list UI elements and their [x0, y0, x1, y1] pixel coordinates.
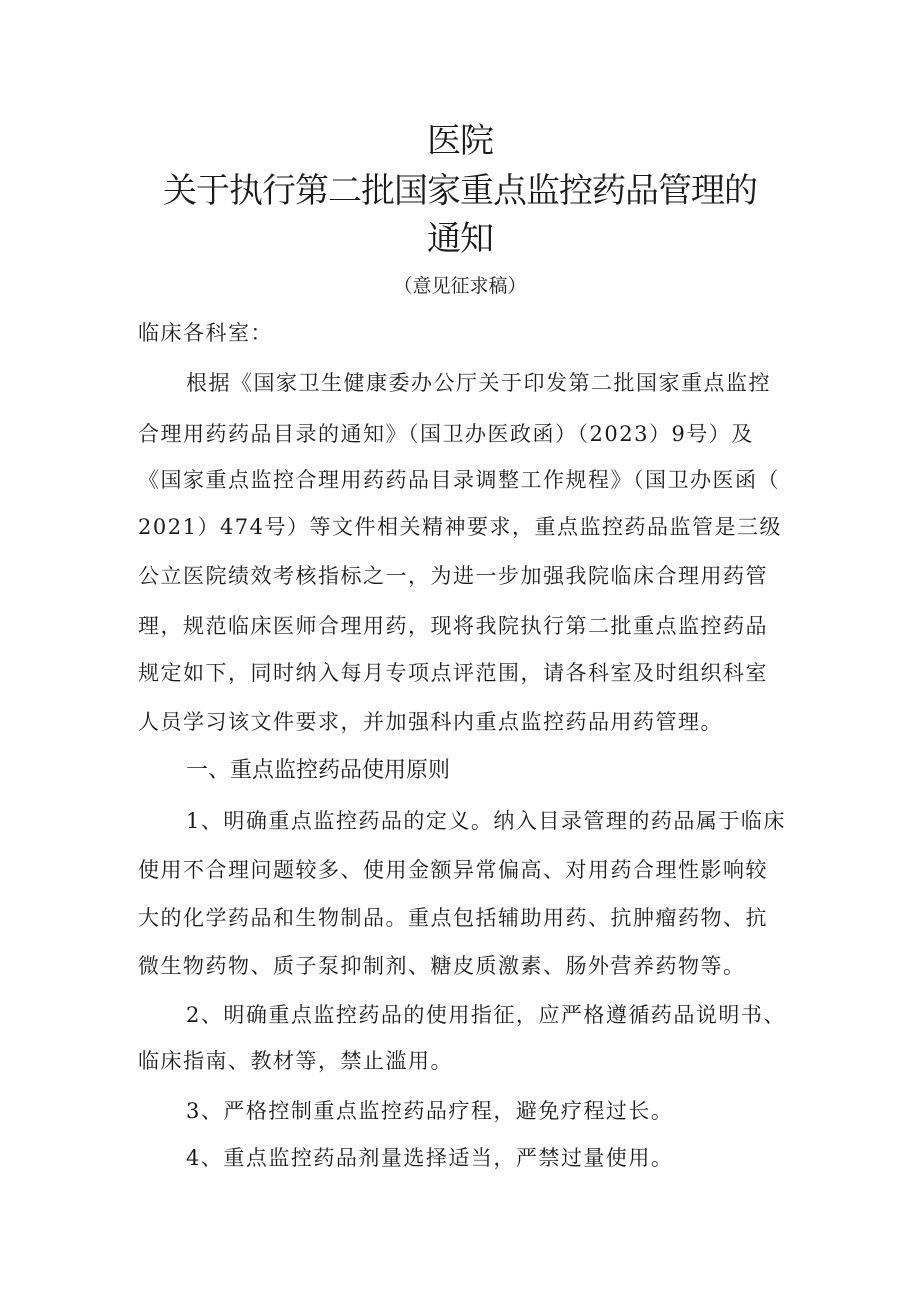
document-title-line-2: 关于执行第二批国家重点监控药品管理的: [163, 171, 757, 211]
section-heading: 一、重点监控药品使用原则: [186, 758, 451, 783]
principle-line: 使用不合理问题较多、使用金额异常偏高、对用药合理性影响较: [138, 858, 768, 882]
principle-line: 临床指南、教材等，禁止滥用。: [138, 1049, 453, 1073]
intro-line: 根据《国家卫生健康委办公厅关于印发第二批国家重点监控: [186, 371, 771, 395]
principle-item-3: 3、严格控制重点监控药品疗程，避免疗程过长。: [186, 1099, 674, 1123]
principle-line: 大的化学药品和生物制品。重点包括辅助用药、抗肿瘤药物、抗: [138, 906, 768, 930]
document-title-line-1: 医院: [427, 121, 493, 161]
intro-line: 公立医院绩效考核指标之一，为进一步加强我院临床合理用药管: [138, 564, 768, 588]
intro-line: 《国家重点监控合理用药药品目录调整工作规程》（国卫办医函（: [138, 468, 780, 492]
intro-line: 2021）474号）等文件相关精神要求，重点监控药品监管是三级: [138, 515, 783, 539]
principle-line: 2、明确重点监控药品的使用指征，应严格遵循药品说明书、: [186, 1003, 786, 1027]
principle-line: 1、明确重点监控药品的定义。纳入目录管理的药品属于临床: [186, 809, 786, 833]
intro-line: 合理用药药品目录的通知》（国卫办医政函）（2023）9号）及: [138, 422, 754, 446]
intro-line: 人员学习该文件要求，并加强科内重点监控药品用药管理。: [138, 710, 723, 734]
document-title-line-3: 通知: [427, 219, 493, 259]
principle-line: 微生物药物、质子泵抑制剂、糖皮质激素、肠外营养药物等。: [138, 954, 746, 978]
document-subtitle: （意见征求稿）: [393, 275, 527, 297]
intro-line: 规定如下，同时纳入每月专项点评范围，请各科室及时组织科室: [138, 661, 768, 685]
salutation: 临床各科室：: [138, 321, 273, 345]
intro-line: 理，规范临床医师合理用药，现将我院执行第二批重点监控药品: [138, 614, 768, 638]
principle-item-4: 4、重点监控药品剂量选择适当，严禁过量使用。: [186, 1146, 674, 1170]
